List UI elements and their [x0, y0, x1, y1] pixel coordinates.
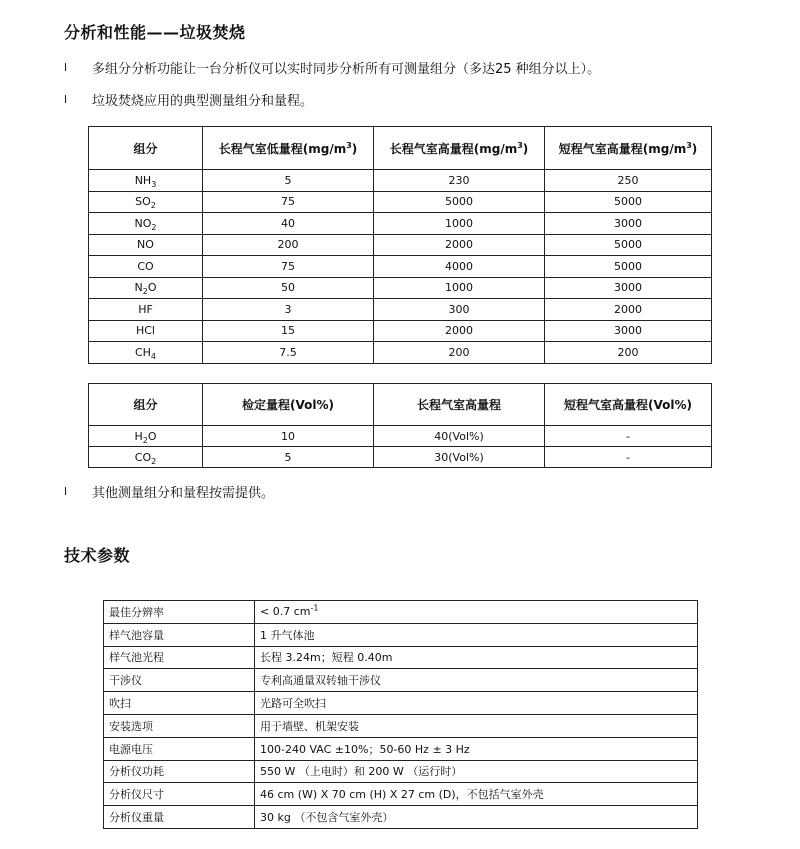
cell-value: 75: [203, 191, 374, 213]
table-row: [89, 426, 712, 447]
spec-key: 样气池容量: [104, 623, 255, 646]
spec-row: [104, 806, 698, 829]
cell-value: 3000: [545, 277, 712, 299]
spec-table: [103, 600, 698, 829]
spec-row: [104, 623, 698, 646]
spec-value: 1 升气体池: [255, 623, 698, 646]
cell-value: 50: [203, 277, 374, 299]
spec-value: 30 kg （不包含气室外壳）: [255, 806, 698, 829]
spec-row: [104, 646, 698, 669]
bullet-multicomponent: [64, 58, 600, 77]
cell-value: 4000: [374, 256, 545, 278]
spec-row: [104, 714, 698, 737]
spec-value: < 0.7 $cm^{-1}$: [255, 601, 698, 624]
spec-row: [104, 692, 698, 715]
spec-value: 光路可全吹扫: [255, 692, 698, 715]
col-header-long-high: 长程气室高量程$(mg/m^3)$: [374, 127, 545, 170]
spec-key: 安装选项: [104, 714, 255, 737]
cell-value: 40(Vol%): [374, 426, 545, 447]
cell-component: NO: [89, 234, 203, 256]
section-title-performance: 分析和性能——垃圾焚烧: [64, 23, 246, 42]
table-row: [89, 256, 712, 278]
cell-value: -: [545, 447, 712, 468]
cell-component: $H_2O$: [89, 426, 203, 447]
col-header-long-low: 长程气室低量程$(mg/m^3)$: [203, 127, 374, 170]
spec-value: 长程 3.24m；短程 0.40m: [255, 646, 698, 669]
cell-value: 5000: [545, 234, 712, 256]
bullet-typical-ranges: [64, 90, 313, 109]
cell-value: 3000: [545, 320, 712, 342]
spec-value: 46 cm (W) X 70 cm (H) X 27 cm (D)，不包括气室外壳: [255, 783, 698, 806]
table-header-row: [89, 384, 712, 426]
bullet-marker: l: [64, 61, 68, 74]
spec-row: [104, 760, 698, 783]
cell-component: $SO_2$: [89, 191, 203, 213]
cell-value: 30(Vol%): [374, 447, 545, 468]
spec-key: 样气池光程: [104, 646, 255, 669]
cell-value: 2000: [374, 234, 545, 256]
spec-row: [104, 601, 698, 624]
spec-row: [104, 783, 698, 806]
cell-value: 5000: [545, 191, 712, 213]
spec-value: 550 W （上电时）和 200 W （运行时）: [255, 760, 698, 783]
cell-value: 2000: [545, 299, 712, 321]
cell-value: 200: [545, 342, 712, 364]
col-header-short-high: 短程气室高量程$(mg/m^3)$: [545, 127, 712, 170]
cell-value: 5000: [545, 256, 712, 278]
spec-value: 用于墙壁、机架安装: [255, 714, 698, 737]
cell-value: 300: [374, 299, 545, 321]
col-header-cert: 检定量程(Vol%): [203, 384, 374, 426]
cell-value: 1000: [374, 213, 545, 235]
spec-key: 电源电压: [104, 737, 255, 760]
col-header-long-high: 长程气室高量程: [374, 384, 545, 426]
cell-value: 75: [203, 256, 374, 278]
cell-value: 3: [203, 299, 374, 321]
table-row: [89, 447, 712, 468]
table-row: [89, 277, 712, 299]
table-row: [89, 234, 712, 256]
cell-component: $NH_3$: [89, 170, 203, 192]
bullet-other-ranges: [64, 482, 274, 501]
cell-component: CO: [89, 256, 203, 278]
spec-row: [104, 669, 698, 692]
spec-key: 分析仪重量: [104, 806, 255, 829]
cell-value: 230: [374, 170, 545, 192]
table-row: [89, 213, 712, 235]
spec-key: 吹扫: [104, 692, 255, 715]
table-row: [89, 191, 712, 213]
cell-component: HF: [89, 299, 203, 321]
cell-component: $CH_4$: [89, 342, 203, 364]
cell-value: 250: [545, 170, 712, 192]
cell-value: 15: [203, 320, 374, 342]
spec-key: 最佳分辨率: [104, 601, 255, 624]
spec-key: 分析仪尺寸: [104, 783, 255, 806]
cell-value: -: [545, 426, 712, 447]
col-header-short-high: 短程气室高量程(Vol%): [545, 384, 712, 426]
col-header-component: 组分: [89, 127, 203, 170]
range-table-mg: [88, 126, 712, 364]
table-row: [89, 342, 712, 364]
spec-row: [104, 737, 698, 760]
cell-value: 3000: [545, 213, 712, 235]
spec-value: 100-240 VAC ±10%；50-60 Hz ± 3 Hz: [255, 737, 698, 760]
cell-value: 200: [374, 342, 545, 364]
bullet-text: 其他测量组分和量程按需提供。: [92, 486, 275, 501]
cell-value: 10: [203, 426, 374, 447]
cell-component: $N_2O$: [89, 277, 203, 299]
table-row: [89, 170, 712, 192]
cell-value: 5000: [374, 191, 545, 213]
bullet-marker: l: [64, 485, 68, 498]
cell-value: 5: [203, 170, 374, 192]
cell-component: HCl: [89, 320, 203, 342]
cell-value: 200: [203, 234, 374, 256]
spec-key: 干涉仪: [104, 669, 255, 692]
cell-value: 1000: [374, 277, 545, 299]
cell-component: $NO_2$: [89, 213, 203, 235]
table-row: [89, 320, 712, 342]
table-row: [89, 299, 712, 321]
bullet-marker: l: [64, 93, 68, 106]
section-title-specs: 技术参数: [64, 546, 131, 565]
cell-value: 40: [203, 213, 374, 235]
spec-key: 分析仪功耗: [104, 760, 255, 783]
range-table-vol: [88, 383, 712, 468]
bullet-text: 垃圾焚烧应用的典型测量组分和量程。: [92, 94, 314, 109]
cell-value: 2000: [374, 320, 545, 342]
cell-component: $CO_2$: [89, 447, 203, 468]
col-header-component: 组分: [89, 384, 203, 426]
table-header-row: [89, 127, 712, 170]
cell-value: 7.5: [203, 342, 374, 364]
cell-value: 5: [203, 447, 374, 468]
bullet-text: 多组分分析功能让一台分析仪可以实时同步分析所有可测量组分（多达25 种组分以上）。: [92, 62, 601, 77]
spec-value: 专利高通量双转轴干涉仪: [255, 669, 698, 692]
